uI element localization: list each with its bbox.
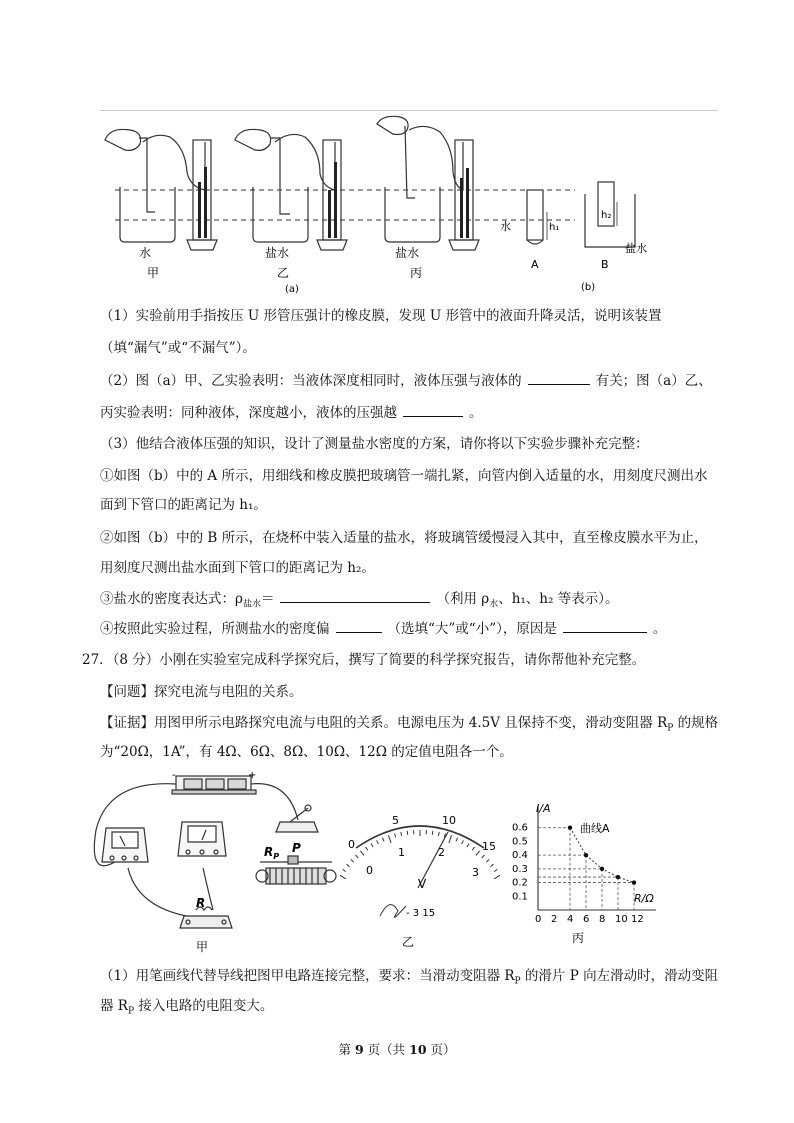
q26-s3-sub: 盐水 [242, 599, 261, 610]
q26-p2-line2 [100, 402, 483, 423]
q26-p2-text-b: 有关；图（a）乙、 [595, 373, 712, 389]
dial-upper-5: 5 [392, 814, 399, 827]
dial-lower-3: 3 [472, 866, 479, 879]
dial-lower-1: 1 [398, 846, 405, 859]
dial-tick [438, 832, 439, 836]
q26-p2-text-a: （2）图（a）甲、乙实验表明：当液体深度相同时，液体压强与液体的 [100, 373, 522, 389]
footer-page: 9 [354, 1042, 364, 1057]
dial-tick [382, 838, 384, 842]
dial-tick [456, 838, 458, 842]
chart-point [584, 853, 588, 857]
chart-x-tick-label: 2 [551, 914, 558, 925]
battery-plus: + [248, 770, 257, 781]
dial-tick [482, 855, 485, 858]
chart-ylabel: I/A [536, 802, 551, 815]
q27-q1-text-d: 接入电路的电阻变大。 [134, 998, 274, 1014]
answer-blank[interactable] [280, 588, 430, 603]
fig-b-B: B [601, 258, 609, 271]
fig-b-h1: h₁ [549, 222, 560, 233]
dial-lower-0: 0 [366, 864, 373, 877]
chart-y-tick-label: 0.6 [512, 822, 528, 834]
q27-evidence-text-a: 【证据】用图甲所示电路探究电流与电阻的关系。电源电压为 4.5V 且保持不变，滑动变阻器 R [100, 715, 668, 731]
dial-tick [366, 847, 368, 850]
chart-point [616, 875, 620, 879]
dial-tick [355, 855, 358, 858]
chart-x-tick-label: 8 [599, 914, 606, 925]
q26-s4-c: 。 [652, 621, 667, 637]
dial-tick [432, 831, 433, 835]
q26-p2-text-c: 丙实验表明：同种液体，深度越小，液体的压强越 [100, 405, 397, 421]
chart-point [632, 880, 636, 884]
fig-a-label-1: 水 [139, 246, 152, 260]
q27-q1-line1 [100, 966, 718, 992]
dial-tick [472, 847, 474, 850]
q26-step1-line1: ①如图（b）中的 A 所示，用细线和橡皮膜把玻璃管一端扎紧，向管内倒入适量的水，用刻度尺测出水 [100, 468, 708, 484]
q26-step3 [100, 588, 618, 615]
q26-step1-line2: 面到下管口的距离记为 h₁。 [100, 497, 267, 513]
dial-tick [476, 851, 480, 856]
q27-q1-sub2: P [127, 1006, 135, 1017]
q27-evidence-text-b: 的规格 [673, 715, 719, 731]
figure-a-b [95, 112, 695, 294]
fig-a-name-1: 甲 [147, 266, 160, 280]
chart-x-tick-label: 10 [615, 914, 628, 925]
q26-p1-line1: （1）实验前用手指按压 U 形管压强计的橡皮膜，发现 U 形管中的液面升降灵活，说明该装置 [100, 308, 662, 324]
fig-b-h2: h₂ [601, 210, 612, 221]
chart-y-tick-label: 0.1 [512, 891, 528, 903]
rheostat-label: $R_P$ [264, 845, 280, 861]
footer-total: 10 [409, 1042, 427, 1057]
q26-s4-a: ④按照此实验过程，所测盐水的密度偏 [100, 621, 330, 637]
q26-s3-sub2: 水 [489, 599, 499, 610]
chart-curve-label: 曲线A [580, 822, 610, 835]
footer-a: 第 [338, 1042, 355, 1057]
voltmeter-dial [340, 806, 500, 956]
q27-q1-text-c: 器 R [100, 998, 128, 1014]
q26-s3-a: ③盐水的密度表达式：ρ [100, 591, 243, 607]
answer-blank[interactable] [528, 370, 590, 385]
dial-tick [494, 875, 500, 879]
dial-tick [407, 831, 408, 835]
fig-b-caption: (b) [581, 282, 596, 293]
q26-s3-c: （利用 ρ [436, 591, 490, 607]
footer-c: 页） [426, 1042, 456, 1057]
q26-p2-text-d: 。 [469, 405, 483, 421]
dial-tick [371, 843, 373, 846]
chart-y-tick-label: 0.4 [512, 850, 528, 862]
q27-q1-sub: P [514, 976, 521, 987]
dial-lower-2: 2 [438, 846, 445, 859]
chart-point [600, 867, 604, 871]
q27-evidence-line2: 为“20Ω，1A”，有 4Ω、6Ω、8Ω、10Ω、12Ω 的定值电阻各一个。 [100, 744, 513, 760]
fig-a-caption: (a) [285, 284, 299, 294]
chart-x-tick-label: 6 [583, 914, 590, 925]
chart-y-tick-label: 0.2 [512, 877, 528, 889]
fig-a-label-3: 盐水 [395, 246, 420, 260]
answer-blank[interactable] [563, 618, 647, 633]
dial-tick [486, 859, 489, 862]
chart-y-tick-label: 0.3 [512, 863, 528, 875]
chart-xlabel: R/Ω [634, 892, 654, 905]
footer-b: 页（共 [363, 1042, 410, 1057]
dial-upper-0: 0 [348, 838, 355, 851]
chart-y-tick-label: 0.5 [512, 836, 528, 848]
fig-b-A: A [531, 258, 539, 271]
q26-step2-line1: ②如图（b）中的 B 所示，在烧杯中装入适量的盐水，将玻璃管缓慢浸入其中，直至橡皮膜水平为止， [100, 530, 708, 546]
fig-b-water: 水 [500, 220, 511, 233]
dial-terminals: - 3 15 [406, 908, 436, 919]
chart-point [568, 826, 572, 830]
dial-tick [377, 840, 379, 844]
chart-x-tick-label: 4 [567, 914, 574, 925]
circuit-caption: 甲 [196, 940, 209, 954]
answer-blank[interactable] [403, 402, 463, 417]
page-footer [0, 1040, 794, 1058]
chart-x-tick-label: 12 [631, 914, 644, 925]
q27-problem: 【问题】探究电流与电阻的关系。 [100, 684, 303, 700]
q27-evidence-sub: P [667, 723, 674, 734]
dial-tick [449, 835, 452, 843]
dial-upper-15: 15 [482, 840, 496, 853]
dial-unit: V [418, 877, 427, 891]
q27-title: 27．（8 分）小刚在实验室完成科学探究后，撰写了简要的科学探究报告，请你帮他补充完整。 [82, 652, 646, 668]
dial-tick [351, 859, 354, 862]
q26-step4 [100, 618, 666, 639]
top-rule [100, 110, 718, 111]
q27-q1-line2 [100, 996, 273, 1022]
dial-tick [343, 869, 346, 871]
chart-x-tick-label: 0 [535, 914, 542, 925]
dial-tick [494, 869, 497, 871]
dial-tick [395, 833, 396, 837]
dial-tick [467, 843, 469, 846]
dial-upper-10: 10 [442, 814, 456, 827]
current-resistance-chart [510, 800, 670, 950]
fig-b-saltwater: 盐水 [625, 242, 647, 255]
q27-q1-text-a: （1）用笔画线代替导线把图甲电路连接完整，要求：当滑动变阻器 R [100, 968, 515, 984]
resistor-label: R [196, 896, 206, 910]
fig-a-name-3: 丙 [410, 266, 423, 280]
dial-tick [462, 840, 464, 844]
q26-p2-line1 [100, 370, 712, 391]
dial-tick [401, 832, 402, 836]
dial-tick [388, 835, 391, 843]
q26-p1-line2: （填“漏气”或“不漏气”）。 [100, 340, 256, 356]
q26-p3: （3）他结合液体压强的知识，设计了测量盐水密度的方案，请你将以下实验步骤补充完整： [100, 436, 649, 452]
slider-P-label: P [292, 841, 301, 855]
q27-q1-text-b: 的滑片 P 向左滑动时，滑动变阻 [520, 968, 719, 984]
answer-blank[interactable] [336, 618, 382, 633]
fig-a-label-2: 盐水 [265, 246, 290, 260]
circuit-figure [88, 770, 338, 958]
dial-tick [360, 851, 364, 856]
dial-tick [490, 864, 493, 867]
q27-evidence-line1 [100, 713, 718, 739]
chart-caption: 丙 [572, 931, 585, 945]
fig-a-name-2: 乙 [277, 266, 290, 280]
dial-tick [340, 875, 346, 879]
battery-minus: - [172, 770, 176, 781]
dial-caption: 乙 [402, 935, 415, 949]
q26-s3-b: ＝ [260, 591, 275, 607]
dial-tick [347, 864, 350, 867]
q26-step2-line2: 用刻度尺测出盐水面到下管口的距离记为 h₂。 [100, 560, 375, 576]
q26-s3-d: 、h₁、h₂ 等表示）。 [498, 591, 619, 607]
q26-s4-b: （选填“大”或“小”），原因是 [387, 621, 557, 637]
